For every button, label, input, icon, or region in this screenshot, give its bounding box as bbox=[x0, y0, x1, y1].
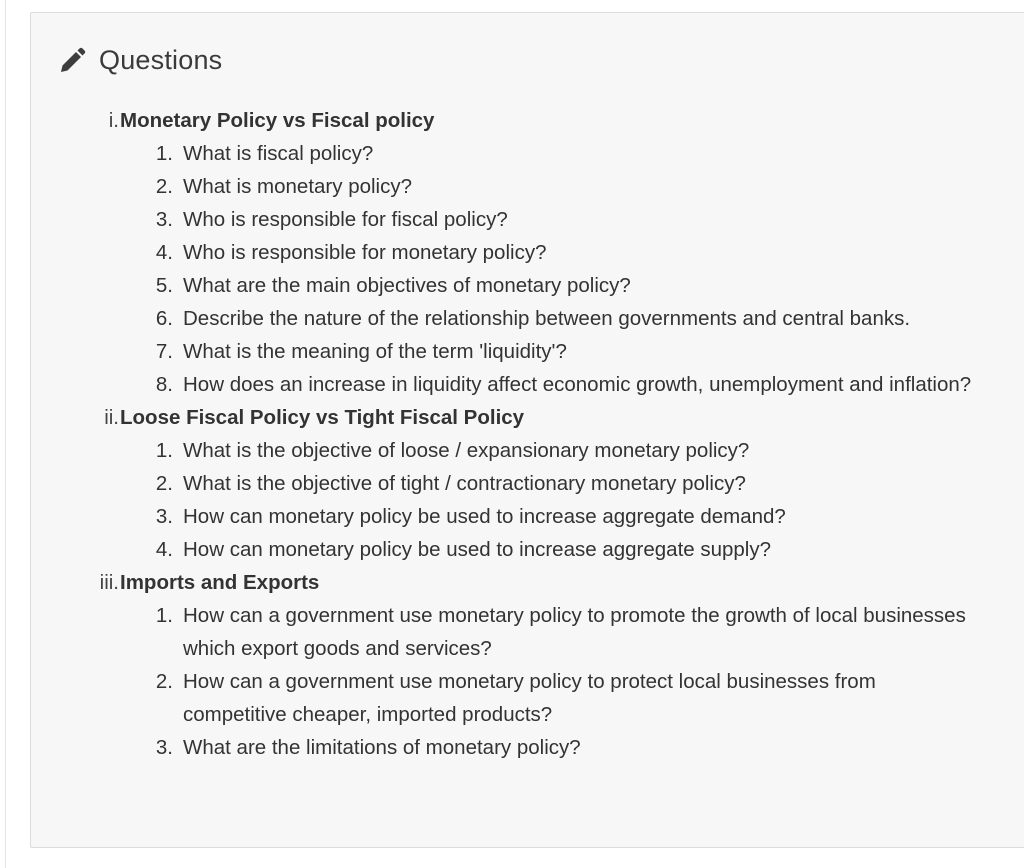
question-item bbox=[31, 236, 973, 269]
question-item bbox=[31, 434, 973, 467]
question-text: How can monetary policy be used to increase aggregate supply? bbox=[183, 538, 772, 561]
question-text: Who is responsible for fiscal policy? bbox=[183, 208, 508, 231]
question-list bbox=[31, 599, 973, 764]
section-numeral: iii. bbox=[99, 571, 119, 594]
question-text: Describe the nature of the relationship between governments and central banks. bbox=[183, 307, 911, 330]
question-number: 8. bbox=[155, 373, 173, 396]
question-item bbox=[31, 467, 973, 500]
section-heading bbox=[31, 401, 973, 434]
section-list bbox=[31, 104, 973, 764]
question-text: How does an increase in liquidity affect economic growth, unemployment and inflation? bbox=[183, 373, 972, 396]
question-item bbox=[31, 170, 973, 203]
question-item bbox=[31, 731, 973, 764]
question-item bbox=[31, 335, 973, 368]
question-number: 4. bbox=[155, 538, 173, 561]
section-numeral: i. bbox=[108, 109, 119, 132]
question-number: 3. bbox=[155, 505, 173, 528]
question-item bbox=[31, 302, 973, 335]
question-number: 3. bbox=[155, 208, 173, 231]
question-item bbox=[31, 368, 973, 401]
question-number: 4. bbox=[155, 241, 173, 264]
section-title: Loose Fiscal Policy vs Tight Fiscal Policy bbox=[120, 406, 525, 429]
question-text: What is the objective of loose / expansionary monetary policy? bbox=[183, 439, 750, 462]
question-item bbox=[31, 500, 973, 533]
section-heading bbox=[31, 566, 973, 599]
section-item bbox=[31, 401, 973, 566]
question-number: 6. bbox=[155, 307, 173, 330]
question-text: How can a government use monetary policy to protect local businesses from competitive cheaper, imported products? bbox=[183, 670, 876, 726]
question-list bbox=[31, 137, 973, 401]
panel-header bbox=[57, 45, 222, 76]
panel-title: Questions bbox=[99, 45, 223, 75]
question-text: What is monetary policy? bbox=[183, 175, 413, 198]
question-number: 1. bbox=[155, 142, 173, 165]
section-title: Monetary Policy vs Fiscal policy bbox=[120, 109, 435, 132]
question-text: Who is responsible for monetary policy? bbox=[183, 241, 547, 264]
section-title: Imports and Exports bbox=[120, 571, 320, 594]
question-text: What are the main objectives of monetary policy? bbox=[183, 274, 631, 297]
question-item bbox=[31, 533, 973, 566]
question-number: 1. bbox=[155, 439, 173, 462]
section-item bbox=[31, 566, 973, 764]
question-number: 7. bbox=[155, 340, 173, 363]
question-list bbox=[31, 434, 973, 566]
question-text: What is fiscal policy? bbox=[183, 142, 374, 165]
question-text: What is the objective of tight / contractionary monetary policy? bbox=[183, 472, 746, 495]
question-item bbox=[31, 599, 973, 665]
question-text: What are the limitations of monetary policy? bbox=[183, 736, 581, 759]
question-item bbox=[31, 665, 973, 731]
question-number: 5. bbox=[155, 274, 173, 297]
question-text: How can a government use monetary policy to promote the growth of local businesses which export goods and services? bbox=[183, 604, 966, 660]
question-item bbox=[31, 137, 973, 170]
pencil-icon bbox=[57, 46, 87, 76]
question-item bbox=[31, 269, 973, 302]
question-item bbox=[31, 203, 973, 236]
section-numeral: ii. bbox=[104, 406, 119, 429]
section-item bbox=[31, 104, 973, 401]
page-edge-divider bbox=[5, 0, 6, 868]
question-number: 2. bbox=[155, 472, 173, 495]
questions-panel bbox=[30, 12, 1024, 848]
question-number: 1. bbox=[155, 604, 173, 627]
question-number: 2. bbox=[155, 670, 173, 693]
section-heading bbox=[31, 104, 973, 137]
question-text: How can monetary policy be used to increase aggregate demand? bbox=[183, 505, 786, 528]
question-number: 3. bbox=[155, 736, 173, 759]
question-text: What is the meaning of the term 'liquidity'? bbox=[183, 340, 567, 363]
question-number: 2. bbox=[155, 175, 173, 198]
